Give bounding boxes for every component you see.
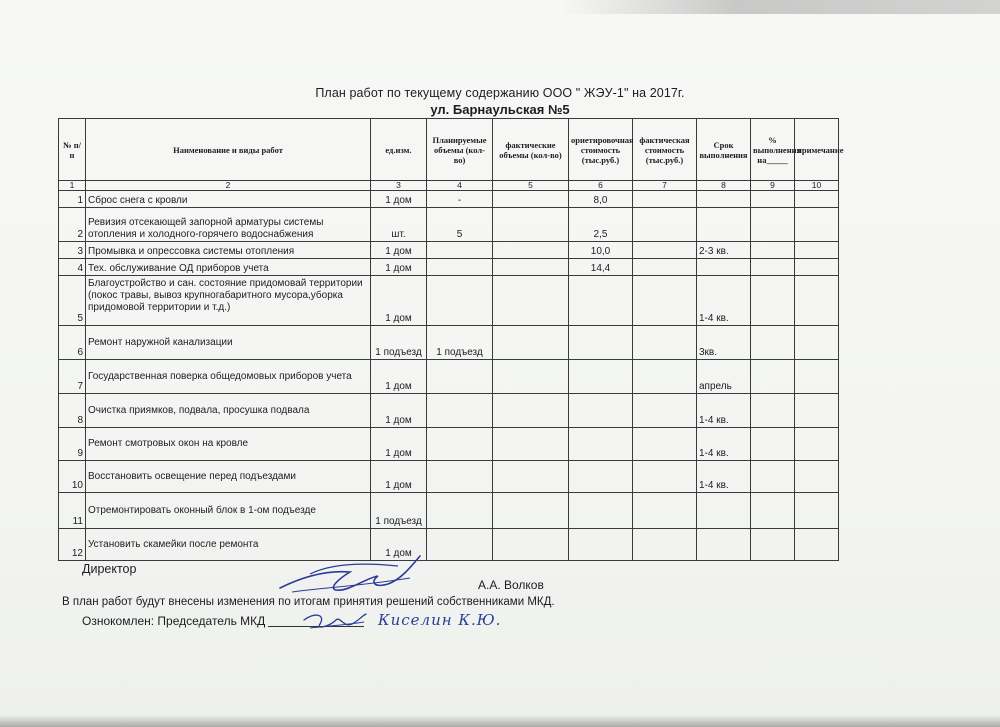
scan-edge-bottom xyxy=(0,715,1000,727)
col-number: 1 xyxy=(59,181,86,191)
est-cost-cell: 2,5 xyxy=(569,208,633,242)
unit-cell: шт. xyxy=(371,208,427,242)
document-address: ул. Барнаульская №5 xyxy=(430,102,570,117)
est-cost-cell xyxy=(569,493,633,529)
col-number: 9 xyxy=(751,181,795,191)
header-actual-volume: фактические объемы (кол-во) xyxy=(493,119,569,181)
col-number: 5 xyxy=(493,181,569,191)
work-name: Тех. обслуживание ОД приборов учета xyxy=(86,259,371,276)
row-number: 4 xyxy=(59,259,86,276)
est-cost-cell xyxy=(569,276,633,326)
est-cost-cell xyxy=(569,529,633,561)
term-cell xyxy=(697,529,751,561)
header-row xyxy=(59,119,839,181)
work-name: Промывка и опрессовка системы отопления xyxy=(86,242,371,259)
term-cell: 1-4 кв. xyxy=(697,428,751,461)
work-plan-table xyxy=(58,118,844,561)
planned-cell xyxy=(427,428,493,461)
header-percent: % выполнения на_____ xyxy=(751,119,795,181)
table-row xyxy=(59,394,839,428)
work-name: Ревизия отсекающей запорной арматуры системы отопления и холодного-горячего водоснабжения xyxy=(86,208,371,242)
unit-cell: 1 дом xyxy=(371,461,427,493)
header-num: № п/п xyxy=(59,119,86,181)
director-label: Директор xyxy=(82,562,137,576)
table-row xyxy=(59,242,839,259)
table-row xyxy=(59,326,839,360)
term-cell xyxy=(697,259,751,276)
table-row xyxy=(59,428,839,461)
unit-cell: 1 дом xyxy=(371,191,427,208)
work-name: Отремонтировать оконный блок в 1-ом подъезде xyxy=(86,493,371,529)
term-cell xyxy=(697,208,751,242)
planned-cell xyxy=(427,493,493,529)
unit-cell: 1 дом xyxy=(371,276,427,326)
planned-cell: 1 подъезд xyxy=(427,326,493,360)
row-number: 10 xyxy=(59,461,86,493)
acknowledgement-label: Ознокомлен: Председатель МКД xyxy=(82,614,266,628)
unit-cell: 1 дом xyxy=(371,360,427,394)
table-row xyxy=(59,461,839,493)
planned-cell xyxy=(427,360,493,394)
row-number: 9 xyxy=(59,428,86,461)
est-cost-cell xyxy=(569,461,633,493)
col-number: 8 xyxy=(697,181,751,191)
est-cost-cell xyxy=(569,428,633,461)
handwritten-name: Киселин К.Ю. xyxy=(378,611,502,629)
director-name: А.А. Волков xyxy=(478,578,544,592)
work-name: Сброс снега с кровли xyxy=(86,191,371,208)
col-number: 2 xyxy=(86,181,371,191)
est-cost-cell: 10,0 xyxy=(569,242,633,259)
planned-cell xyxy=(427,276,493,326)
work-name: Ремонт наружной канализации xyxy=(86,326,371,360)
header-unit: ед.изм. xyxy=(371,119,427,181)
planned-cell xyxy=(427,394,493,428)
table-row xyxy=(59,529,839,561)
col-number: 10 xyxy=(795,181,839,191)
planned-cell: 5 xyxy=(427,208,493,242)
est-cost-cell xyxy=(569,326,633,360)
header-note: примечание xyxy=(795,119,839,181)
term-cell: 1-4 кв. xyxy=(697,394,751,428)
row-number: 3 xyxy=(59,242,86,259)
col-number: 4 xyxy=(427,181,493,191)
table-row xyxy=(59,276,839,326)
document-title: План работ по текущему содержанию ООО " ЖЭУ-1" на 2017г. xyxy=(315,86,685,100)
term-cell xyxy=(697,493,751,529)
unit-cell: 1 дом xyxy=(371,394,427,428)
planned-cell xyxy=(427,461,493,493)
table-row xyxy=(59,259,839,276)
unit-cell: 1 дом xyxy=(371,259,427,276)
row-number: 12 xyxy=(59,529,86,561)
row-number: 11 xyxy=(59,493,86,529)
term-cell: апрель xyxy=(697,360,751,394)
term-cell: 2-3 кв. xyxy=(697,242,751,259)
unit-cell: 1 дом xyxy=(371,529,427,561)
term-cell: 3кв. xyxy=(697,326,751,360)
changes-note: В план работ будут внесены изменения по итогам принятия решений собственниками МКД. xyxy=(62,596,555,608)
unit-cell: 1 подъезд xyxy=(371,493,427,529)
term-cell: 1-4 кв. xyxy=(697,461,751,493)
est-cost-cell: 14,4 xyxy=(569,259,633,276)
col-number: 6 xyxy=(569,181,633,191)
row-number: 8 xyxy=(59,394,86,428)
work-name: Благоустройство и сан. состояние придомовай территории (покос травы, вывоз крупногабаритного мусора,уборка придомовой территории и т.д.) xyxy=(86,276,371,326)
header-name: Наименование и виды работ xyxy=(86,119,371,181)
row-number: 5 xyxy=(59,276,86,326)
term-cell: 1-4 кв. xyxy=(697,276,751,326)
header-term: Срок выполнения xyxy=(697,119,751,181)
row-number: 1 xyxy=(59,191,86,208)
unit-cell: 1 дом xyxy=(371,242,427,259)
planned-cell xyxy=(427,242,493,259)
table-row xyxy=(59,493,839,529)
row-number: 7 xyxy=(59,360,86,394)
work-name: Восстановить освещение перед подъездами xyxy=(86,461,371,493)
work-name: Государственная поверка общедомовых приборов учета xyxy=(86,360,371,394)
unit-cell: 1 подъезд xyxy=(371,326,427,360)
column-numbers-row xyxy=(59,181,839,191)
table-row xyxy=(59,191,839,208)
header-actual-cost: фактическая стоимость (тыс.руб.) xyxy=(633,119,697,181)
planned-cell: - xyxy=(427,191,493,208)
planned-cell xyxy=(427,529,493,561)
work-name: Установить скамейки после ремонта xyxy=(86,529,371,561)
est-cost-cell xyxy=(569,394,633,428)
scan-edge-top xyxy=(560,0,1000,14)
col-number: 3 xyxy=(371,181,427,191)
table-row xyxy=(59,208,839,242)
work-name: Ремонт смотровых окон на кровле xyxy=(86,428,371,461)
header-est-cost: ориетировочная стоимость (тыс.руб.) xyxy=(569,119,633,181)
table-row xyxy=(59,360,839,394)
col-number: 7 xyxy=(633,181,697,191)
term-cell xyxy=(697,191,751,208)
row-number: 2 xyxy=(59,208,86,242)
est-cost-cell: 8,0 xyxy=(569,191,633,208)
work-name: Очистка приямков, подвала, просушка подвала xyxy=(86,394,371,428)
header-planned: Планируемые объемы (кол-во) xyxy=(427,119,493,181)
est-cost-cell xyxy=(569,360,633,394)
planned-cell xyxy=(427,259,493,276)
row-number: 6 xyxy=(59,326,86,360)
unit-cell: 1 дом xyxy=(371,428,427,461)
